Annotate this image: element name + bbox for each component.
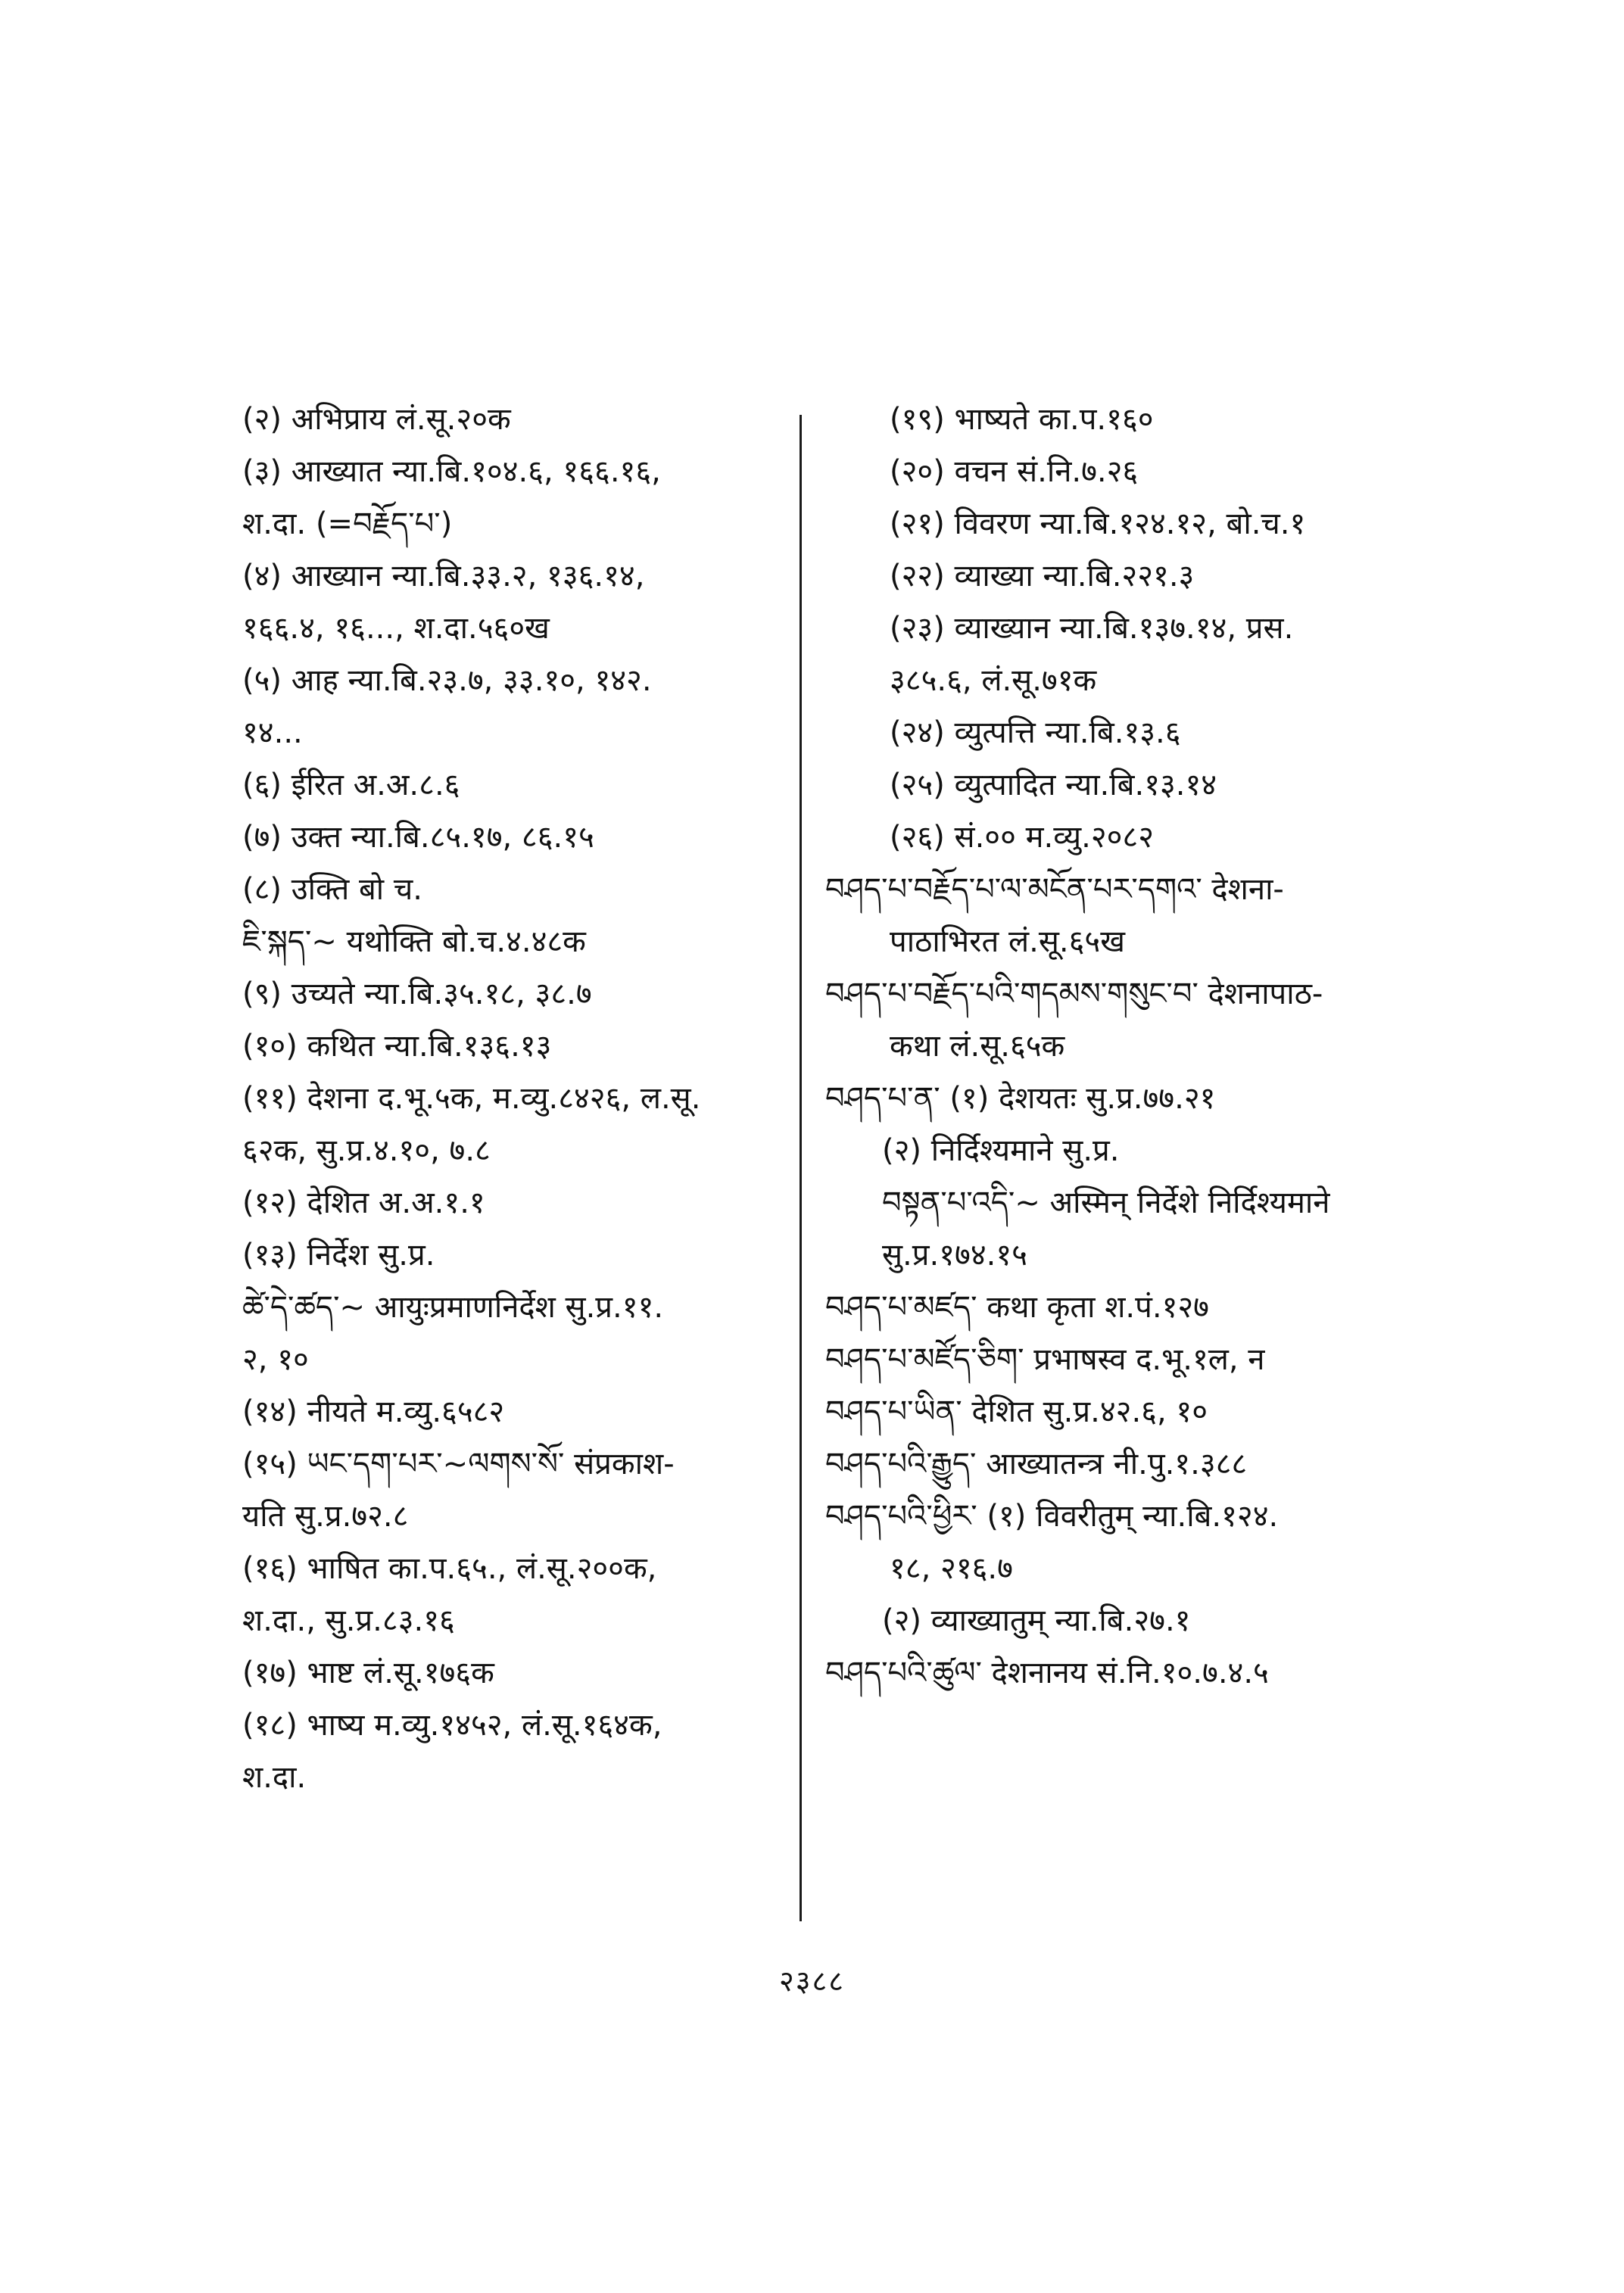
entry-line: ३८५.६, लं.सू.७१क xyxy=(890,663,1097,698)
entry-line: (२) अभिप्राय लं.सू.२०क xyxy=(242,402,511,437)
entry-line: (३) आख्यात न्या.बि.१०४.६, १६६.१६, xyxy=(242,454,661,489)
entry-line: (१५) ཡང་དག་པར་~ལགས་སོ་ संप्रकाश- xyxy=(242,1447,675,1481)
entry-line: यति सु.प्र.७२.८ xyxy=(242,1499,409,1534)
entry-line: २, १० xyxy=(242,1342,309,1377)
entry-line: (१७) भाष्ट लं.सू.१७६क xyxy=(242,1656,494,1690)
entry-line: (१९) भाष्यते का.प.१६० xyxy=(890,402,1154,437)
entry-line: བཤད་པའི་ཕྱིར་ (१) विवरीतुम् न्या.बि.१२४. xyxy=(825,1499,1279,1534)
entry-line: (४) आख्यान न्या.बि.३३.२, १३६.१४, xyxy=(242,559,645,594)
entry-line: (२१) विवरण न्या.बि.१२४.१२, बो.च.१ xyxy=(890,506,1306,541)
entry-line: कथा लं.सू.६५क xyxy=(890,1029,1065,1064)
entry-line: श.दा., सु.प्र.८३.१६ xyxy=(242,1603,455,1638)
entry-line: १४... xyxy=(242,715,303,750)
entry-line: བཤད་པ་བརྗོད་པ་ལ་མངོན་པར་དགའ་ देशना- xyxy=(825,872,1284,907)
entry-line: (१८) भाष्य म.व्यु.१४५२, लं.सू.१६४क, xyxy=(242,1708,662,1743)
entry-line: བསྟན་པ་འདི་~ अस्मिन् निर्देशे निर्दिश्यमाने xyxy=(882,1185,1330,1220)
column-divider xyxy=(800,415,802,1921)
entry-line: (२६) सं.०० म.व्यु.२०८२ xyxy=(890,820,1155,855)
entry-line: (८) उक्ति बो च. xyxy=(242,872,422,907)
entry-line: श.दा. xyxy=(242,1760,307,1795)
entry-line: १६६.४, १६..., श.दा.५६०ख xyxy=(242,611,550,646)
entry-line: (२५) व्युत्पादित न्या.बि.१३.१४ xyxy=(890,768,1217,802)
entry-line: (२०) वचन सं.नि.७.२६ xyxy=(890,454,1139,489)
entry-line: ६२क, सु.प्र.४.१०, ७.८ xyxy=(242,1133,491,1168)
entry-line: (२३) व्याख्यान न्या.बि.१३७.१४, प्रस. xyxy=(890,611,1294,646)
entry-line: (५) आह न्या.बि.२३.७, ३३.१०, १४२. xyxy=(242,663,652,698)
entry-line: (११) देशना द.भू.५क, म.व्यु.८४२६, ल.सू. xyxy=(242,1081,701,1116)
entry-line: (२) निर्दिश्यमाने सु.प्र. xyxy=(882,1133,1120,1168)
entry-line: (१६) भाषित का.प.६५., लं.सू.२००क, xyxy=(242,1551,657,1586)
entry-line: १८, २१६.७ xyxy=(890,1551,1013,1586)
entry-line: (१४) नीयते म.व्यु.६५८२ xyxy=(242,1394,505,1429)
entry-line: सु.प्र.१७४.१५ xyxy=(882,1238,1027,1273)
entry-line: पाठाभिरत लं.सू.६५ख xyxy=(890,924,1125,959)
entry-line: (१३) निर्देश सु.प्र. xyxy=(242,1238,435,1273)
page-number: २३८८ xyxy=(778,1964,846,1998)
entry-line: བཤད་པ་ན་ (१) देशयतः सु.प्र.७७.२१ xyxy=(825,1081,1216,1116)
entry-line: བཤད་པ་བརྗོད་པའི་གདམས་གསུང་བ་ देशनापाठ- xyxy=(825,977,1323,1011)
entry-line: བཤད་པའི་ཚུལ་ देशनानय सं.नि.१०.७.४.५ xyxy=(825,1656,1269,1690)
entry-line: (२) व्याख्यातुम् न्या.बि.२७.१ xyxy=(882,1603,1191,1638)
entry-line: བཤད་པ་ཡིན་ देशित सु.प्र.४२.६, १० xyxy=(825,1394,1208,1429)
entry-line: ཚེ་དེ་ཚད་~ आयुःप्रमाणनिर्देश सु.प्र.११. xyxy=(242,1290,664,1325)
entry-line: श.दा. (=བརྗོད་པ་) xyxy=(242,506,453,541)
entry-line: (१०) कथित न्या.बि.१३६.१३ xyxy=(242,1029,552,1064)
entry-line: (२४) व्युत्पत्ति न्या.बि.१३.६ xyxy=(890,715,1181,750)
left-column xyxy=(242,394,787,1804)
entry-line: (७) उक्त न्या.बि.८५.१७, ८६.१५ xyxy=(242,820,594,855)
entry-line: བཤད་པ་མཛོད་ཅིག་ प्रभाषस्व द.भू.१ल, न xyxy=(825,1342,1265,1377)
entry-line: བཤད་པ་མཛད་ कथा कृता श.पं.१२७ xyxy=(825,1290,1209,1325)
entry-line: (१२) देशित अ.अ.१.१ xyxy=(242,1185,485,1220)
entry-line: ཇི་སྐད་~ यथोक्ति बो.च.४.४८क xyxy=(242,924,586,959)
right-column xyxy=(825,394,1446,1699)
entry-line: (२२) व्याख्या न्या.बि.२२१.३ xyxy=(890,559,1195,594)
entry-line: བཤད་པའི་རྒྱུད་ आख्यातन्त्र नी.पु.१.३८८ xyxy=(825,1447,1248,1481)
entry-line: (९) उच्यते न्या.बि.३५.१८, ३८.७ xyxy=(242,977,592,1011)
entry-line: (६) ईरित अ.अ.८.६ xyxy=(242,768,460,802)
